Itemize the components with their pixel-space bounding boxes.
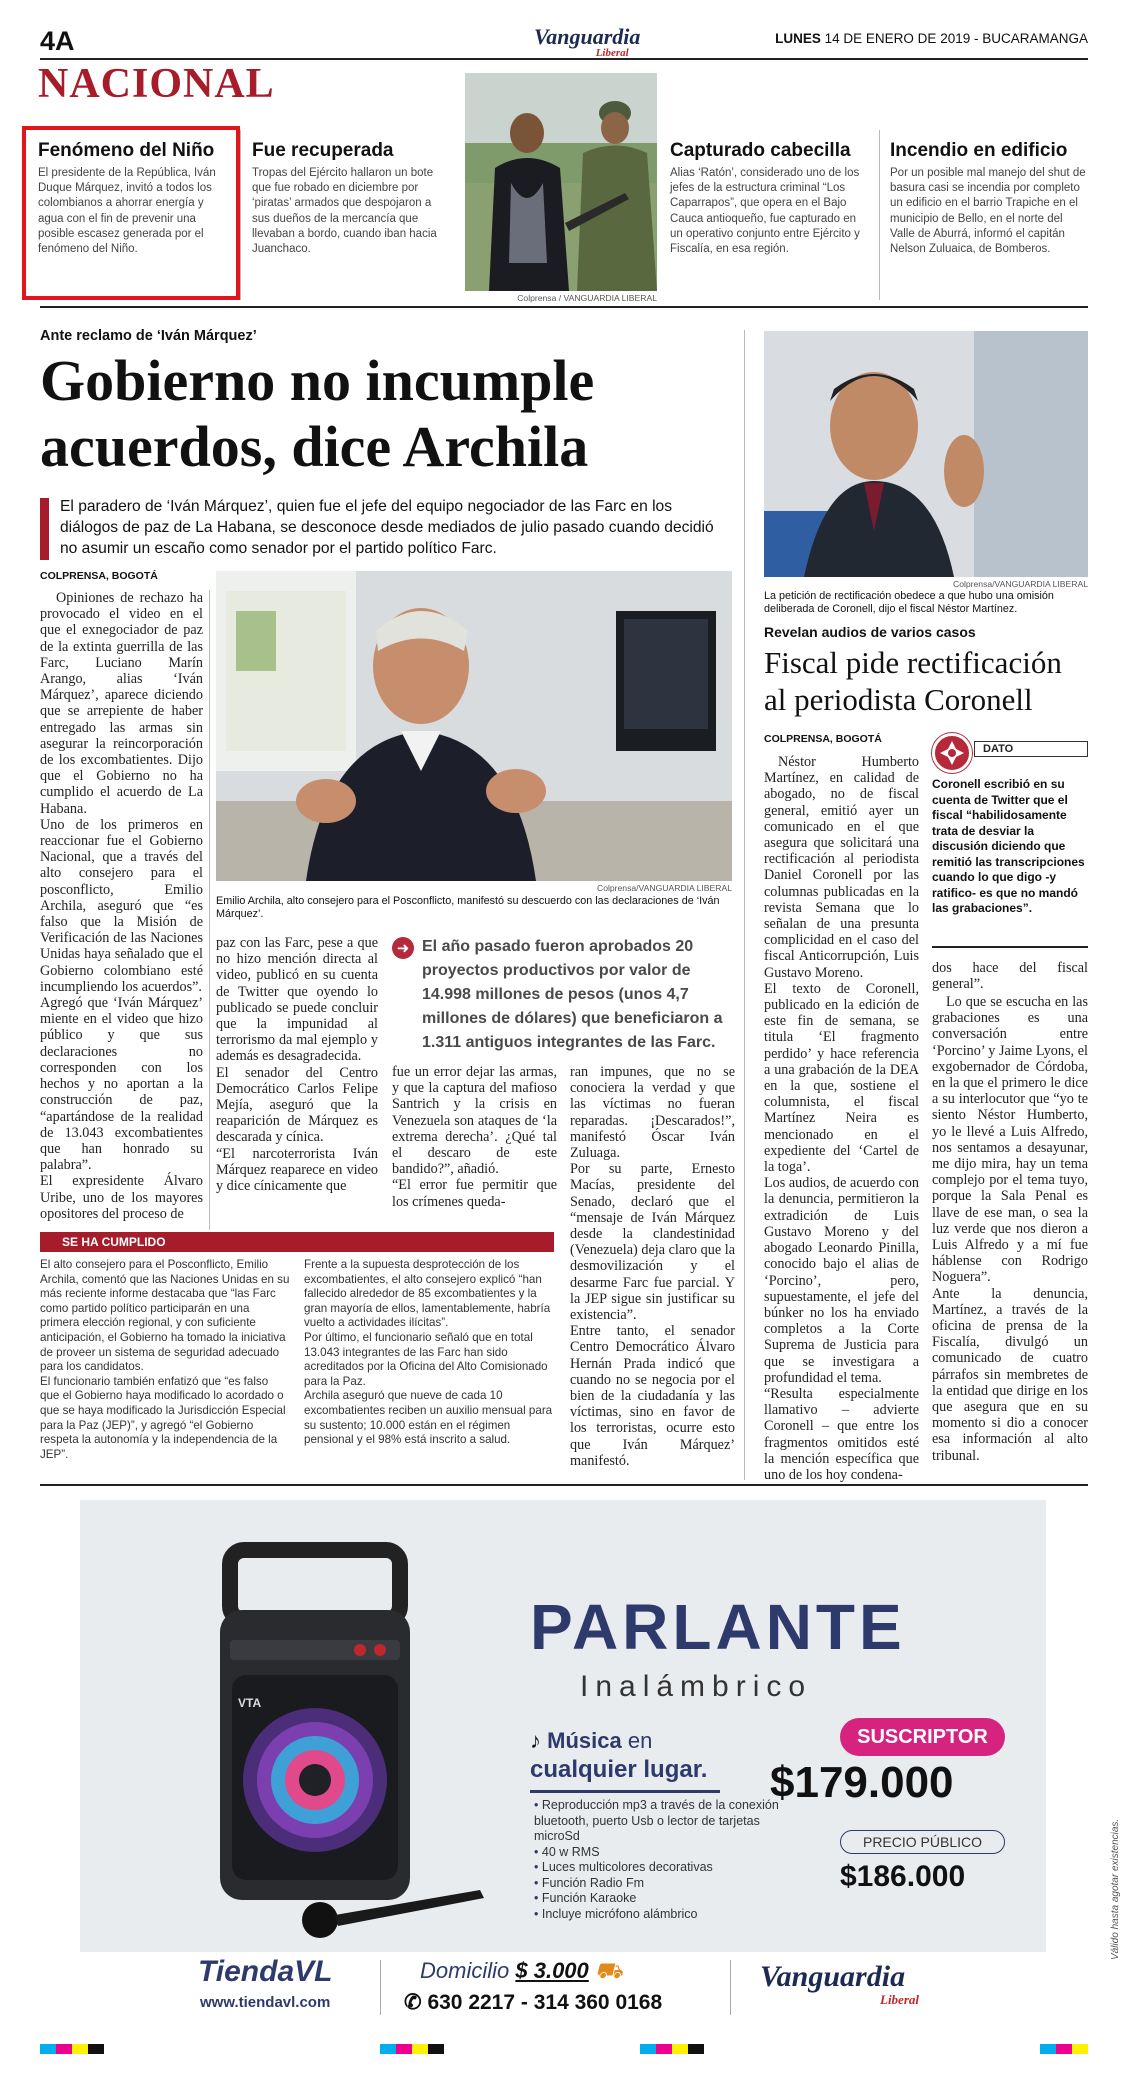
- speaker-product-image: [200, 1530, 430, 1910]
- main-headline: Gobierno no incumple acuerdos, dice Archila: [40, 348, 595, 479]
- brief-3: [670, 140, 870, 257]
- bullet-icon: •: [534, 1906, 539, 1921]
- speaker-brand: VTA: [238, 1696, 262, 1710]
- side-col-2: Lo que se escucha en las grabaciones es una conversación entre ‘Porcino’ y Jaime Lyons, el exgobernador de Córdoba, en la que el primero le dice a su interlocutor que “yo te siento Néstor Humberto, yo le llevé a Luis Alfredo, nos sentamos a desayunar, me dijo mira, hay un tema complejo por el tema tuyo, porque la Sala Penal es llave de ese man, o sea la luz verde que nos dieron a Luis Alfredo y a mí fue háblense con Rodrigo Noguera”. Ante la denuncia, Martínez, a través de la oficina de prensa de la Fiscalía, divulgó un comunicado de cuatro párrafos sin membretes de la entidad que dirige en los que asegura que en su momento si dio a conocer esa información al alto tribunal.: [932, 994, 1088, 1464]
- main-kicker: Ante reclamo de ‘Iván Márquez’: [40, 328, 257, 344]
- dato-bottom-rule: [932, 946, 1088, 948]
- stock-note: Válido hasta agotar existencias.: [1110, 1818, 1121, 1960]
- main-col-2: paz con las Farc, pese a que no hizo mención directa al video, publicó en su cuenta de Twitter que oyendo lo publicado se puede concluir que la impunidad al terrorismo da mal ejemplo y además es desagradecida. El senador del Centro Democrático Carlos Felipe Mejía, aseguró que la reaparición de Márquez es descarada y cínica. “El narcoterrorista Iván Márquez reaparece en video y dice cínicamente que: [216, 935, 378, 1195]
- main-photo-caption: Emilio Archila, alto consejero para el Posconflicto, manifestó su descuerdo con las declaraciones de ‘Iván Márquez’.: [216, 895, 720, 920]
- dato-text: Coronell escribió en su cuenta de Twitter que el fiscal “habilidosamente trata de desviar la discusión diciendo que remitió las transcripciones cuando lo que digo -y ratifico- es que no mandó las grabaciones”.: [932, 777, 1085, 915]
- brief-body: Alias ‘Ratón’, considerado uno de los jefes de la estructura criminal “Los Caparrapos”, que opera en el Bajo Cauca antioqueño, fue capturado en un operativo conjunto entre Ejército y Fiscalía, en esa región.: [670, 167, 860, 256]
- ad-footer-divider-1: [380, 1960, 381, 2015]
- ad-footer-logo-main: Vanguardia: [760, 1960, 906, 1993]
- briefs-rule: [40, 306, 1088, 308]
- side-photo-caption: La petición de rectificación obedece a que hubo una omisión deliberada de Coronell, dijo el fiscal Néstor Martínez.: [764, 590, 1054, 615]
- side-photo-credit: Colprensa/VANGUARDIA LIBERAL: [952, 579, 1088, 589]
- ad-footer-divider-2: [730, 1960, 731, 2015]
- pull-quote: [392, 935, 734, 1055]
- side-kicker: Revelan audios de varios casos: [764, 624, 976, 640]
- brief-4: [890, 140, 1090, 257]
- delivery-price: $ 3.000: [515, 1958, 589, 1983]
- delivery-label: Domicilio: [420, 1958, 510, 1983]
- side-col-1: Néstor Humberto Martínez, en calidad de abogado, no de fiscal general, emitió ayer un comunicado en el que asegura que solicitará una rectificación al periodista Daniel Coronell por las columnas publicadas en la revista Semana que lo señalan de una presunta complicidad en el caso del fiscal Anticorrupción, Luis Gustavo Moreno. El texto de Coronell, publicado en la edición de este fin de semana, se titula ‘El fragmento perdido’ y hace referencia a una grabación de la DEA en la que, sostiene el columnista, el fiscal Martínez Neira es mencionado en el expediente del ‘Cartel de la toga’. Los audios, de acuerdo con la denuncia, permitieron la extradición de Luis Gustavo Moreno y del abogado Leonardo Pinilla, conocido bajo el alias de ‘Porcino’, pero, supuestamente, el jefe del búnker no los ha enviado completos a la Corte Suprema de Justicia para que se investigara a profundidad el tema. “Resulta especialmente llamativo – advierte Coronell – que entre los fragmentos omitidos esté la mención específica que uno de los hoy condena-: [764, 754, 919, 1483]
- issue-date: [775, 31, 1088, 46]
- brief-title: Fenómeno del Niño: [38, 140, 215, 161]
- dato-icon: [932, 733, 972, 773]
- tagline-2: en: [627, 1728, 653, 1753]
- pull-quote-text: El año pasado fueron aprobados 20 proyectos productivos por valor de 14.998 millones de pesos (unos 4,7 millones de dólares) que beneficiaron a 1.311 antiguos integrantes de las Farc.: [422, 938, 723, 1051]
- masthead-logo-main: Vanguardia: [534, 24, 641, 49]
- main-photo-credit: Colprensa/VANGUARDIA LIBERAL: [596, 883, 732, 893]
- main-byline: COLPRENSA, BOGOTÁ: [40, 570, 158, 582]
- section-title: NACIONAL: [38, 61, 275, 107]
- issue-day: LUNES: [775, 31, 821, 46]
- side-photo-fiscal: [764, 331, 1088, 577]
- speaker-ad: [80, 1500, 1121, 2022]
- music-note-icon: ♪: [530, 1728, 541, 1753]
- masthead-logo: [534, 26, 640, 59]
- box-col-1: El alto consejero para el Posconflicto, Emilio Archila, comentó que las Naciones Unidas en su más reciente informe destacaba que “las Farc como partido político participarán en una primera elección regional, y con suficiente anticipación, el Gobierno ha tomado la iniciativa de proveer un sistema de seguridad adecuado para los candidatos. El funcionario también enfatizó que “es falso que el Gobierno haya modificado lo acordado o que se haya modificado la Jurisdicción Especial para la Paz (JEP)”, y agregó “el Gobierno respeta la autonomía y la independencia de la JEP”.: [40, 1258, 290, 1461]
- feature-item: • Función Karaoke: [534, 1891, 637, 1905]
- brief-photo-soldiers: [465, 73, 657, 291]
- dato-label: DATO: [974, 741, 1088, 757]
- page-number: 4A: [40, 26, 75, 56]
- phone-line: [404, 1990, 662, 2015]
- feature-item: • Incluye micrófono alámbrico: [534, 1906, 698, 1921]
- feature-item: • Luces multicolores decorativas: [534, 1860, 713, 1874]
- side-headline: Fiscal pide rectificación al periodista Coronell: [764, 645, 1062, 717]
- main-col-1: Opiniones de rechazo ha provocado el video en el que el exnegociador de paz de la extinta guerrilla de las Farc, Luciano Marín Arango, alias ‘Iván Márquez’, aparece diciendo que se arrepiente de haber entregado las armas sin asegurar la reincorporación de los excombatientes. Dijo que el Gobierno no ha cumplido el acuerdo de La Habana. Uno de los primeros en reaccionar fue el Gobierno Nacional, que a través del alto consejero para el posconflicto, Emilio Archila, aseguró que “es falso que la Misión de Verificación de las Naciones Unidas haya señalado que el Gobierno colombiano esté incumpliendo los acuerdos”. Agregó que ‘Iván Márquez’ miente en el video que hizo público y que sus declaraciones no corresponden con los hechos y no aportan a la construcción de paz, “apartándose de la realidad de 13.043 excombatientes que han honrado su palabra”. El expresidente Álvaro Uribe, uno de los mayores opositores del proceso de: [40, 590, 203, 1222]
- main-lead: El paradero de ‘Iván Márquez’, quien fue el jefe del equipo negociador de las Farc en los diálogos de paz de La Habana, se desconoce desde mediados de julio pasado cuando decidió no asumir un escaño como senador por el partido político Farc.: [60, 498, 714, 557]
- feature-item: • Reproducción mp3 a través de la conexión bluetooth, puerto Usb o lector de tarjetas microSd: [534, 1798, 779, 1843]
- store-logo: TiendaVL: [198, 1955, 333, 1988]
- brief-title: Incendio en edificio: [890, 140, 1068, 161]
- brief-2: [252, 140, 447, 257]
- bullet-icon: •: [534, 1860, 539, 1874]
- lead-bar: [40, 498, 49, 560]
- store-url: www.tiendavl.com: [200, 1994, 331, 2011]
- main-col-4: ran impunes, que no se conociera la verdad y que las víctimas no fueran reparadas. ¡Descarados!”, manifestó Óscar Iván Zuluaga. Por su parte, Ernesto Macías, presidente del Senado, declaró que el “mensaje de Iván Márquez desde la clandestinidad (Venezuela) deja claro que la desmovilización y el desarme Farc fue parcial. Y la JEP sigue sin justificar su existencia”. Entre tanto, el senador Centro Democrático Álvaro Hernán Prada indicó que cuando no se negocia por el bien de la ciudadanía y las víctimas, sino en favor de los terroristas, ocurre esto que Iván Márquez’ manifestó.: [570, 1064, 735, 1469]
- brief-title: Fue recuperada: [252, 140, 394, 161]
- ad-title: PARLANTE: [530, 1591, 906, 1663]
- ad-top-rule: [40, 1484, 1088, 1486]
- box-header: [40, 1232, 554, 1252]
- bullet-icon: •: [534, 1844, 539, 1859]
- brief-body: Tropas del Ejército hallaron un bote que fue robado en diciembre por ‘piratas’ armados que despojaron a sus dueños de la mercancía que llevaban a bordo, cuando iban hacia Juanchaco.: [252, 167, 437, 256]
- delivery-line: [420, 1958, 623, 1987]
- microphone-image: [280, 1880, 500, 1950]
- bullet-icon: •: [534, 1798, 539, 1812]
- issue-date-text: 14 DE ENERO DE 2019 - BUCARAMANGA: [824, 31, 1088, 46]
- quote-arrow-icon: ➜: [392, 937, 414, 959]
- brief-body: Por un posible mal manejo del shut de basura casi se incendia por completo un edificio en el barrio Trapiche en el municipio de Bello, en el norte del Valle de Aburrá, informó el capitán Nelson Zuluaica, de Bomberos.: [890, 167, 1086, 256]
- feature-item: • 40 w RMS: [534, 1844, 600, 1859]
- subscriber-badge: SUSCRIPTOR: [840, 1718, 1005, 1756]
- side-col-2-top: dos hace del fiscal general”.: [932, 960, 1088, 993]
- masthead-logo-sub: Liberal: [595, 47, 629, 59]
- delivery-truck-icon: ⛟: [594, 1958, 623, 1983]
- main-photo-archila: [216, 571, 732, 881]
- bullet-icon: •: [534, 1875, 539, 1890]
- ad-subtitle: Inalámbrico: [580, 1670, 813, 1703]
- bullet-icon: •: [534, 1891, 539, 1905]
- ad-tagline: [530, 1728, 707, 1784]
- main-col-3: fue un error dejar las armas, y que la captura del mafioso Santrich y la crisis en Venezuela son ataques de ‘la extrema derecha’. ¿Qué tal el descaro de este bandido?”, añadió. “El error fue permitir que los crímenes queda-: [392, 1064, 557, 1210]
- phone-icon: ✆: [404, 1991, 422, 2014]
- box-col-2: Frente a la supuesta desprotección de los excombatientes, el alto consejero explicó “han fallecido alrededor de 85 excombatientes y la gran mayoría de ellos, lamentablemente, habría vuelto a actividades ilícitas”. Por último, el funcionario señaló que en total 13.043 integrantes de las Farc han sido acreditados por la Oficina del Alto Comisionado para la Paz. Archila aseguró que nueve de cada 10 excombatientes reciben un auxilio mensual para su sustento; 10.000 están en el régimen pensional y el 98% está inscrito a salud.: [304, 1258, 553, 1447]
- side-byline: COLPRENSA, BOGOTÁ: [764, 733, 882, 745]
- box-title: SE HA CUMPLIDO: [62, 1235, 166, 1249]
- tagline-3: cualquier lugar.: [530, 1756, 708, 1783]
- ad-footer-logo-sub: Liberal: [880, 1992, 919, 2007]
- brief-photo-credit: Colprensa / VANGUARDIA LIBERAL: [517, 293, 657, 303]
- phone-numbers: 630 2217 - 314 360 0168: [427, 1991, 663, 2014]
- brief-body: El presidente de la República, Iván Duque Márquez, invitó a todos los colombianos a ahorrar energía y agua con el fin de prevenir una posible escasez generada por el fenómeno del Niño.: [38, 167, 216, 256]
- public-price-badge: PRECIO PÚBLICO: [840, 1830, 1005, 1854]
- public-price: $186.000: [840, 1860, 966, 1893]
- brief-title: Capturado cabecilla: [670, 140, 851, 161]
- ad-features: [534, 1798, 784, 1922]
- ad-footer-logo: [760, 1962, 919, 2008]
- subscriber-price: $179.000: [770, 1758, 954, 1807]
- feature-item: • Función Radio Fm: [534, 1875, 644, 1890]
- tagline-1: Música: [547, 1728, 622, 1753]
- brief-1: [38, 140, 228, 257]
- tagline-underline: [530, 1790, 720, 1793]
